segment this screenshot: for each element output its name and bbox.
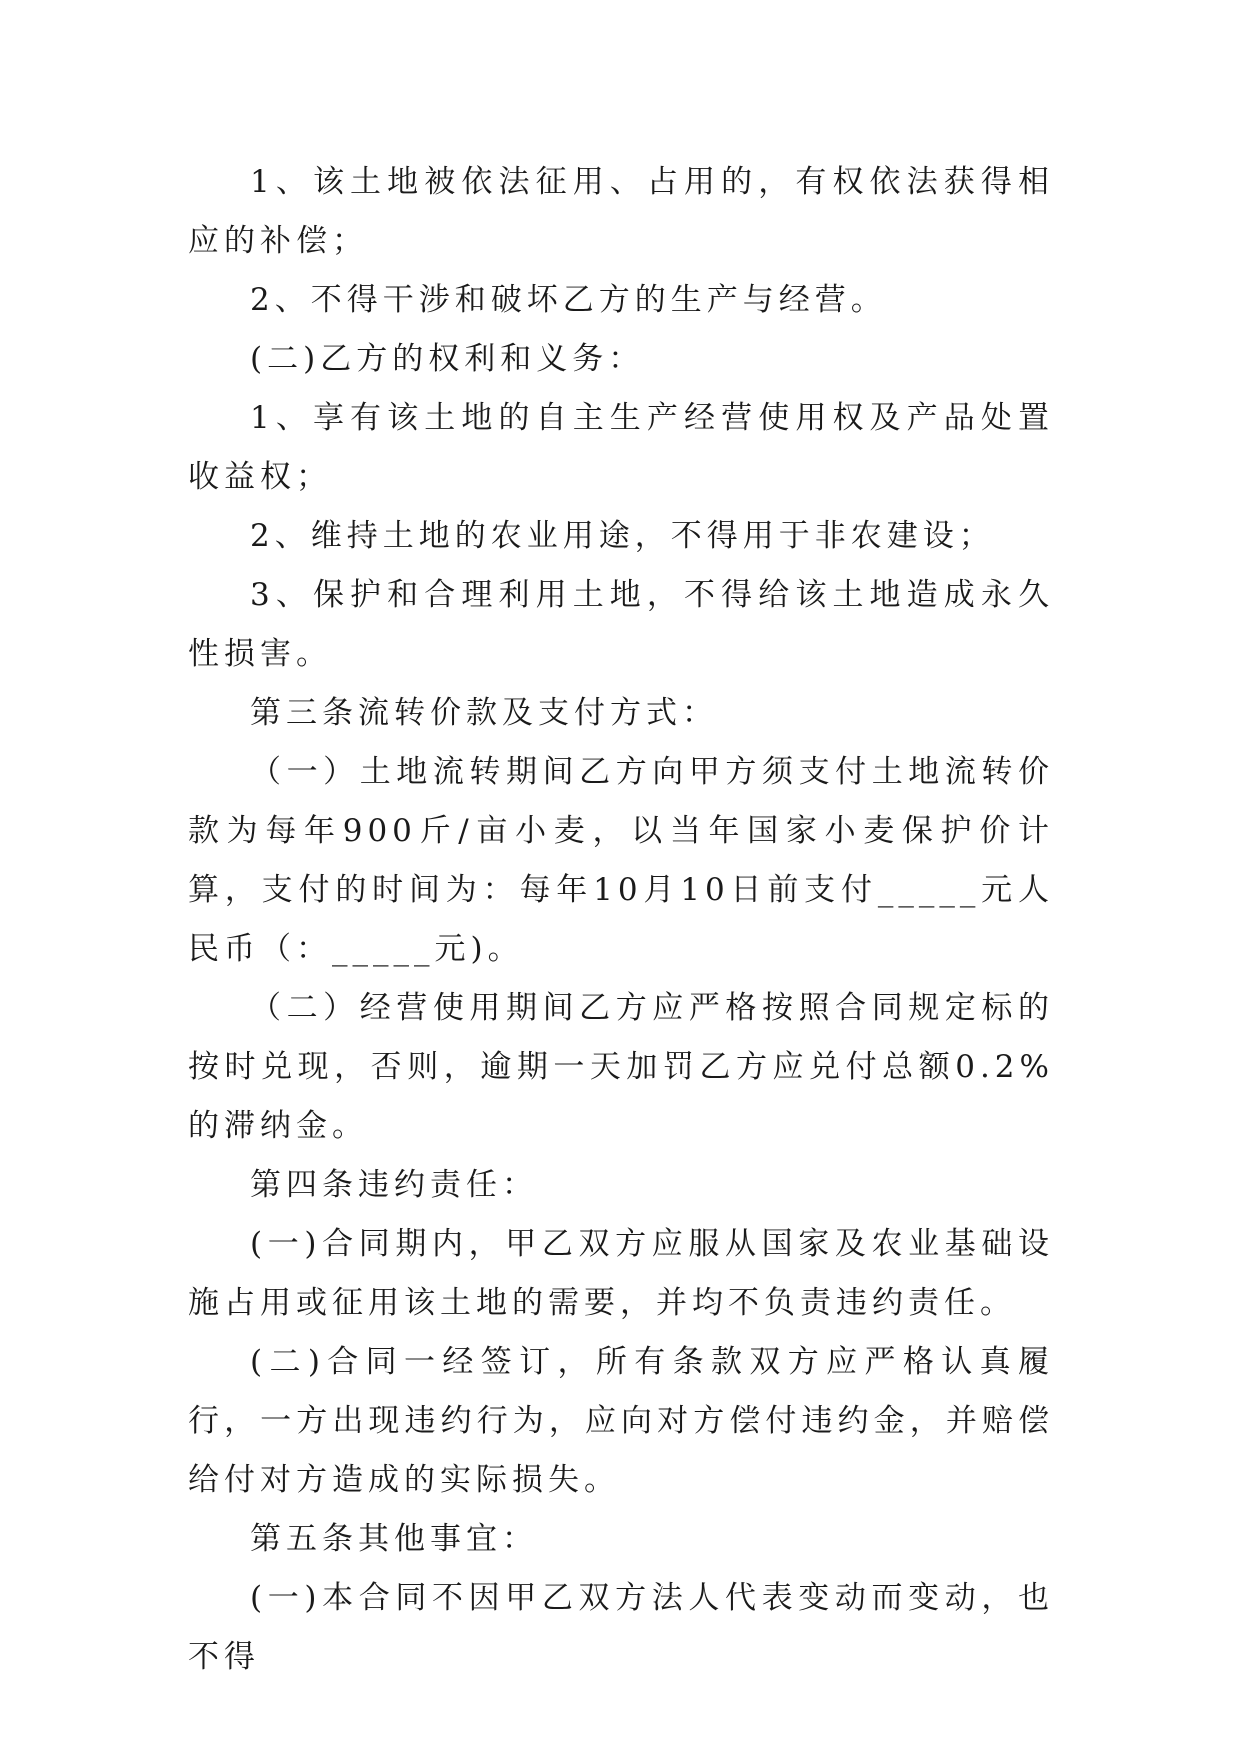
paragraph-2: 2、不得干涉和破坏乙方的生产与经营。 bbox=[250, 282, 887, 318]
paragraph-11: (一)合同期内，甲乙双方应服从国家及农业基础设施占用或征用该土地的需要，并均不负责违约责任。 bbox=[188, 1226, 1054, 1321]
document-body bbox=[188, 153, 1054, 1687]
paragraph-5: 2、维持土地的农业用途，不得用于非农建设； bbox=[250, 518, 995, 554]
paragraph-7: 第三条流转价款及支付方式： bbox=[250, 695, 718, 731]
paragraph-3: (二)乙方的权利和义务： bbox=[250, 341, 645, 377]
paragraph-10: 第四条违约责任： bbox=[250, 1167, 538, 1203]
paragraph-8: （一）土地流转期间乙方向甲方须支付土地流转价款为每年900斤/亩小麦，以当年国家小麦保护价计算，支付的时间为：每年10月10日前支付_____元人民币（：_____元)。 bbox=[188, 754, 1054, 967]
paragraph-4: 1、享有该土地的自主生产经营使用权及产品处置收益权； bbox=[188, 400, 1054, 495]
paragraph-13: 第五条其他事宜： bbox=[250, 1521, 538, 1557]
paragraph-1: 1、该土地被依法征用、占用的，有权依法获得相应的补偿； bbox=[188, 164, 1054, 259]
paragraph-12: (二)合同一经签订，所有条款双方应严格认真履行，一方出现违约行为，应向对方偿付违约金，并赔偿给付对方造成的实际损失。 bbox=[188, 1344, 1054, 1498]
paragraph-9: （二）经营使用期间乙方应严格按照合同规定标的按时兑现，否则，逾期一天加罚乙方应兑付总额0.2%的滞纳金。 bbox=[188, 990, 1054, 1144]
paragraph-6: 3、保护和合理利用土地，不得给该土地造成永久性损害。 bbox=[188, 577, 1054, 672]
paragraph-14: (一)本合同不因甲乙双方法人代表变动而变动，也不得 bbox=[188, 1580, 1054, 1675]
